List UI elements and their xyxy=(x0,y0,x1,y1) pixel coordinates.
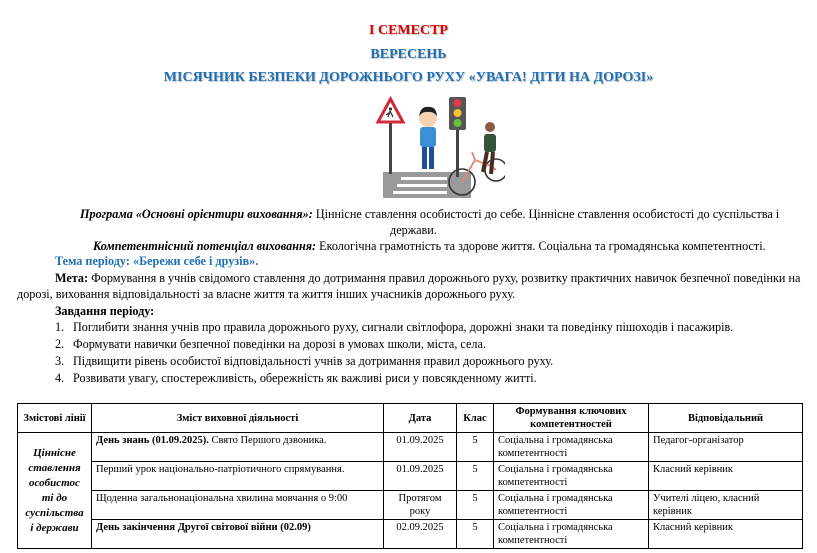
task-item xyxy=(55,336,486,352)
date-cell: Протягом року xyxy=(384,491,457,520)
program-label: Програма «Основні орієнтири виховання»: xyxy=(80,207,313,221)
task-item xyxy=(55,319,733,335)
program-line xyxy=(80,206,779,222)
header-activity: Зміст виховної діяльності xyxy=(92,404,384,433)
competence-cell: Соціальна і громадянська компетентності xyxy=(494,520,649,549)
table-row xyxy=(18,491,803,520)
header-responsible: Відповідальний xyxy=(649,404,803,433)
activity-text: Щоденна загальнонаціональна хвилина мовчання о 9:00 xyxy=(96,493,348,504)
header-competences: Формування ключових компетентностей xyxy=(494,404,649,433)
table-row xyxy=(18,462,803,491)
task-item xyxy=(55,370,537,386)
activity-cell xyxy=(92,520,384,549)
class-cell: 5 xyxy=(457,520,494,549)
competence-text: Екологічна грамотність та здорове життя. Соціальна та громадянська компетентності. xyxy=(316,239,766,253)
program-text: Ціннісне ставлення особистості до себе. Ціннісне ставлення особистості до суспільства і xyxy=(312,207,780,221)
content-line-cell xyxy=(18,433,92,549)
activity-text: Перший урок національно-патріотичного спрямування. xyxy=(96,464,345,475)
date-cell: 01.09.2025 xyxy=(384,462,457,491)
activity-text: Свято Першого дзвоника. xyxy=(208,435,327,446)
class-cell: 5 xyxy=(457,462,494,491)
semester-title: І СЕМЕСТР xyxy=(369,23,448,38)
goal-text: Формування в учнів свідомого ставлення до дотримання правил дорожнього руху, розвитку практичних навичок безпечної поведінки на xyxy=(88,271,801,285)
tasks-label: Завдання періоду: xyxy=(55,304,155,318)
responsible-cell: Педагог-організатор xyxy=(649,433,803,462)
header-class: Клас xyxy=(457,404,494,433)
table-row xyxy=(18,520,803,549)
responsible-cell: Класний керівник xyxy=(649,520,803,549)
activity-cell xyxy=(92,462,384,491)
activity-cell xyxy=(92,433,384,462)
date-cell: 01.09.2025 xyxy=(384,433,457,462)
responsible-cell: Класний керівник xyxy=(649,462,803,491)
task-text: Розвивати увагу, спостережливість, обережність як важливі риси у повсякденному житті. xyxy=(73,371,537,385)
task-number: 2. xyxy=(55,337,65,351)
competence-cell: Соціальна і громадянська компетентності xyxy=(494,433,649,462)
activity-bold: День закінчення Другої світової війни (02.09) xyxy=(96,522,311,533)
task-number: 3. xyxy=(55,354,65,368)
activity-bold: День знань (01.09.2025). xyxy=(96,435,209,446)
task-item xyxy=(55,353,553,369)
competence-cell: Соціальна і громадянська компетентності xyxy=(494,462,649,491)
traffic-light-icon xyxy=(449,97,466,177)
road-safety-illustration xyxy=(365,92,505,200)
header-date: Дата xyxy=(384,404,457,433)
table-row xyxy=(18,433,803,462)
task-text: Поглибити знання учнів про правила дорожнього руху, сигнали світлофора, дорожні знаки та поведінку пішоходів і пасажирів. xyxy=(73,320,734,334)
pedestrian-crossing-sign-icon xyxy=(378,99,403,174)
task-text: Підвищити рівень особистої відповідальності учнів за дотримання правил дорожнього руху. xyxy=(73,354,554,368)
class-cell: 5 xyxy=(457,433,494,462)
competence-cell: Соціальна і громадянська компетентності xyxy=(494,491,649,520)
program-text-continued: держави. xyxy=(390,223,437,237)
content-line-part: ставлення xyxy=(28,461,81,474)
goal-line xyxy=(55,270,800,286)
content-line-part: особистос xyxy=(29,476,80,489)
date-cell: 02.09.2025 xyxy=(384,520,457,549)
activity-plan-table xyxy=(17,403,803,549)
month-title: ВЕРЕСЕНЬ xyxy=(370,47,447,62)
class-cell: 5 xyxy=(457,491,494,520)
task-number: 1. xyxy=(55,320,65,334)
competence-line xyxy=(93,238,766,254)
month-theme-title: МІСЯЧНИК БЕЗПЕКИ ДОРОЖНЬОГО РУХУ «УВАГА! ДІТИ НА ДОРОЗІ» xyxy=(163,70,654,85)
table-header-row xyxy=(18,404,803,433)
goal-label: Мета: xyxy=(55,271,89,285)
goal-text-continued: дорозі, виховання відповідальності за власне життя та життя інших учасників дорожнього руху. xyxy=(17,287,516,301)
content-line-part: суспільства xyxy=(25,506,84,519)
boy-icon xyxy=(419,107,437,169)
content-line-part: Ціннісне xyxy=(33,446,76,459)
activity-cell xyxy=(92,491,384,520)
period-theme: Тема періоду: «Бережи себе і друзів». xyxy=(55,254,259,268)
content-line-part: ті до xyxy=(41,491,68,504)
competence-label: Компетентнісний потенціал виховання: xyxy=(93,239,317,253)
task-number: 4. xyxy=(55,371,65,385)
responsible-cell: Учителі ліцею, класний керівник xyxy=(649,491,803,520)
content-line-part: і держави xyxy=(30,521,79,534)
header-content-lines: Змістові лінії xyxy=(18,404,92,433)
task-text: Формувати навички безпечної поведінки на дорозі в умовах школи, міста, села. xyxy=(73,337,486,351)
